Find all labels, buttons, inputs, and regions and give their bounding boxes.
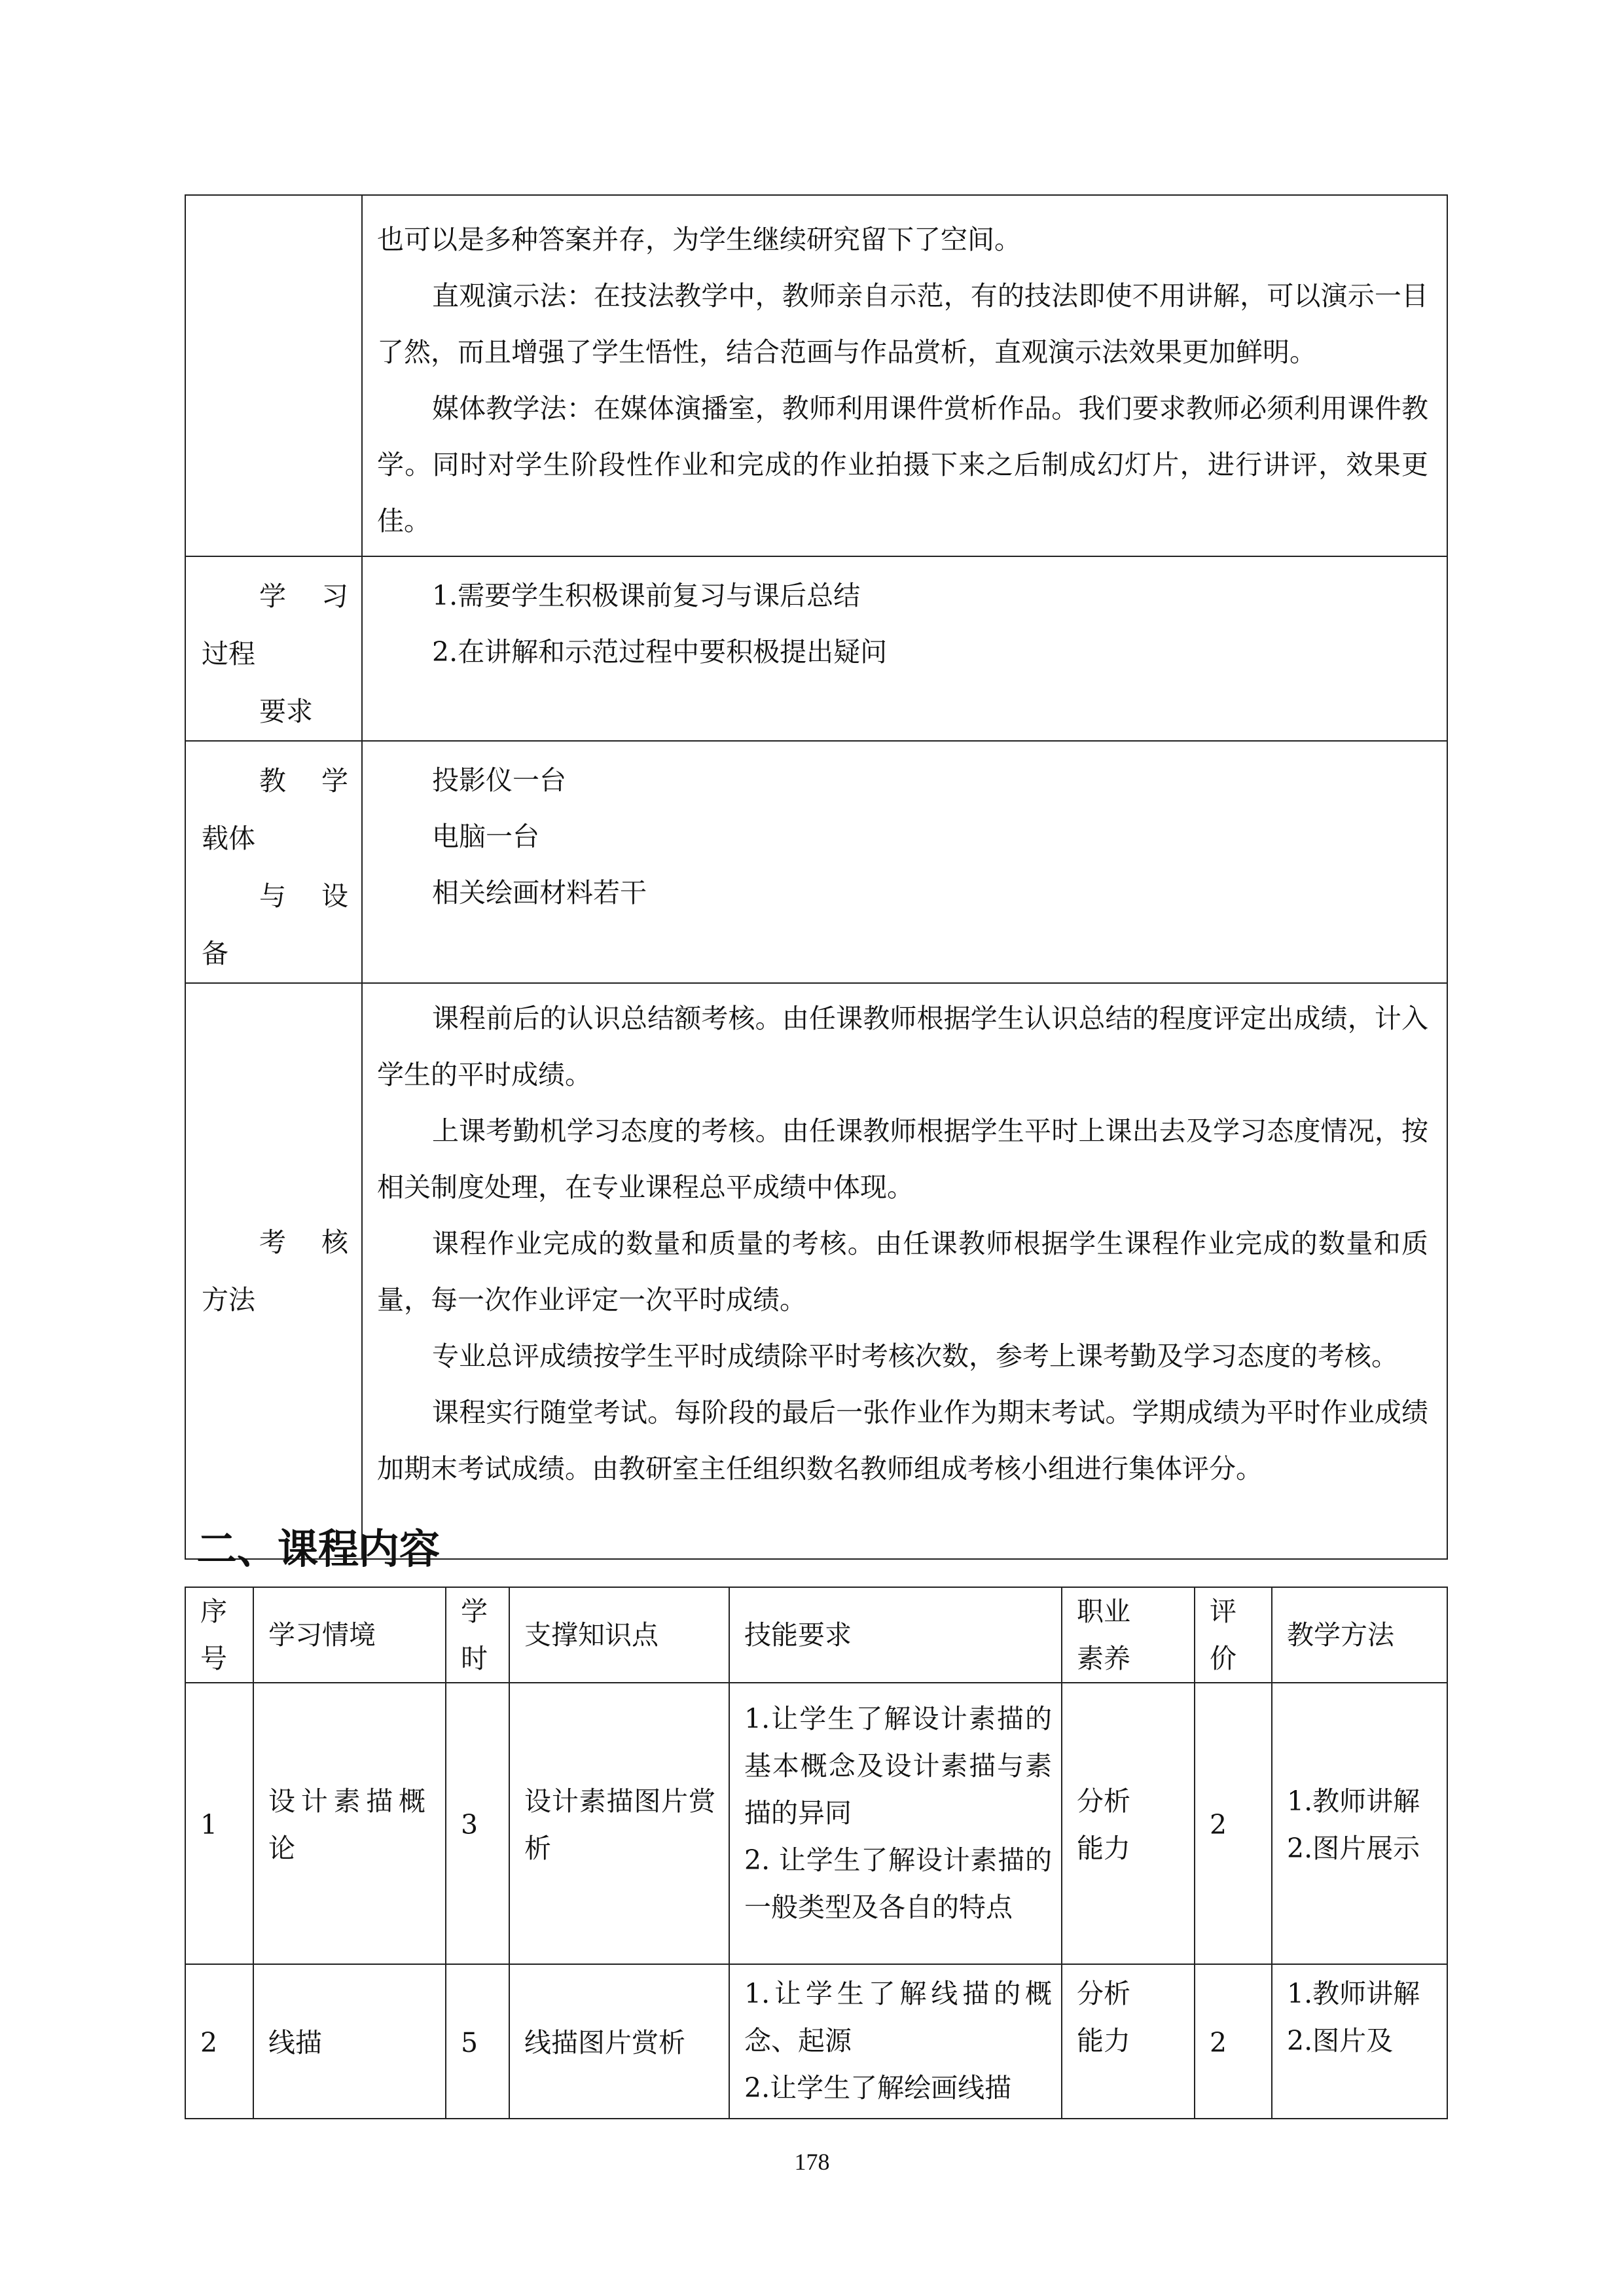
course-content-table [185, 1587, 1448, 2119]
cell-situation: 设计素描概论 [253, 1683, 446, 1964]
row-label: 学 习 过程 要求 [185, 556, 362, 741]
table-row [185, 556, 1447, 741]
row-content [362, 195, 1447, 556]
cell-method: 1.教师讲解 2.图片展示 [1272, 1683, 1447, 1964]
row-content [362, 741, 1447, 983]
table-row [185, 1964, 1447, 2119]
cell-no: 2 [185, 1964, 253, 2119]
header-cell: 职业素养 [1062, 1587, 1195, 1683]
paragraph: 上课考勤机学习态度的考核。由任课教师根据学生平时上课出去及学习态度情况，按相关制度处理，在专业课程总平成绩中体现。 [377, 1115, 1428, 1203]
list-item: 1.需要学生积极课前复习与课后总结 [432, 580, 861, 611]
table-row [185, 983, 1447, 1559]
table-row [185, 1683, 1447, 1964]
cell-situation: 线描 [253, 1964, 446, 2119]
list-item: 2.在讲解和示范过程中要积极提出疑问 [432, 636, 888, 668]
row-content [362, 556, 1447, 741]
row-label: 教 学 载体 与 设 备 [185, 741, 362, 983]
cell-skills: 1.让学生了解线描的概念、起源 2.让学生了解绘画线描 [729, 1964, 1062, 2119]
cell-method: 1.教师讲解 2.图片及 [1272, 1964, 1447, 2119]
row-content [362, 983, 1447, 1559]
list-item: 投影仪一台 [432, 764, 566, 796]
cell-knowledge: 线描图片赏析 [509, 1964, 729, 2119]
page-number: 178 [794, 2149, 830, 2175]
paragraph: 课程实行随堂考试。每阶段的最后一张作业作为期末考试。学期成绩为平时作业成绩加期末考试成绩。由教研室主任组织数名教师组成考核小组进行集体评分。 [377, 1397, 1428, 1484]
paragraph: 也可以是多种答案并存，为学生继续研究留下了空间。 [377, 224, 1021, 255]
header-cell: 技能要求 [729, 1587, 1062, 1683]
header-cell: 评价 [1195, 1587, 1272, 1683]
cell-hours: 3 [446, 1683, 509, 1964]
cell-knowledge: 设计素描图片赏析 [509, 1683, 729, 1964]
header-cell: 序号 [185, 1587, 253, 1683]
cell-skills: 1.让学生了解设计素描的基本概念及设计素描与素描的异同 2. 让学生了解设计素描的一般类型及各自的特点 [729, 1683, 1062, 1964]
row-label: 考 核 方法 [185, 983, 362, 1559]
paragraph: 课程作业完成的数量和质量的考核。由任课教师根据学生课程作业完成的数量和质量，每一次作业评定一次平时成绩。 [377, 1228, 1428, 1316]
table-header-row [185, 1587, 1447, 1683]
cell-hours: 5 [446, 1964, 509, 2119]
method-table [185, 194, 1448, 1560]
list-item: 相关绘画材料若干 [432, 877, 647, 908]
list-item: 电脑一台 [432, 821, 539, 852]
header-cell: 学时 [446, 1587, 509, 1683]
cell-no: 1 [185, 1683, 253, 1964]
row-label-empty [185, 195, 362, 556]
cell-eval: 2 [1195, 1964, 1272, 2119]
section-heading: 二、课程内容 [196, 1525, 441, 1573]
cell-quality: 分析能力 [1062, 1964, 1195, 2119]
paragraph: 课程前后的认识总结额考核。由任课教师根据学生认识总结的程度评定出成绩，计入学生的平时成绩。 [377, 1003, 1428, 1090]
paragraph: 媒体教学法：在媒体演播室，教师利用课件赏析作品。我们要求教师必须利用课件教学。同时对学生阶段性作业和完成的作业拍摄下来之后制成幻灯片，进行讲评，效果更佳。 [377, 393, 1428, 537]
paragraph: 直观演示法：在技法教学中，教师亲自示范，有的技法即使不用讲解，可以演示一目了然，而且增强了学生悟性，结合范画与作品赏析，直观演示法效果更加鲜明。 [377, 280, 1428, 368]
header-cell: 学习情境 [253, 1587, 446, 1683]
header-cell: 教学方法 [1272, 1587, 1447, 1683]
table-row [185, 741, 1447, 983]
header-cell: 支撑知识点 [509, 1587, 729, 1683]
cell-quality: 分析能力 [1062, 1683, 1195, 1964]
cell-eval: 2 [1195, 1683, 1272, 1964]
paragraph: 专业总评成绩按学生平时成绩除平时考核次数，参考上课考勤及学习态度的考核。 [432, 1340, 1398, 1372]
table-row [185, 195, 1447, 556]
